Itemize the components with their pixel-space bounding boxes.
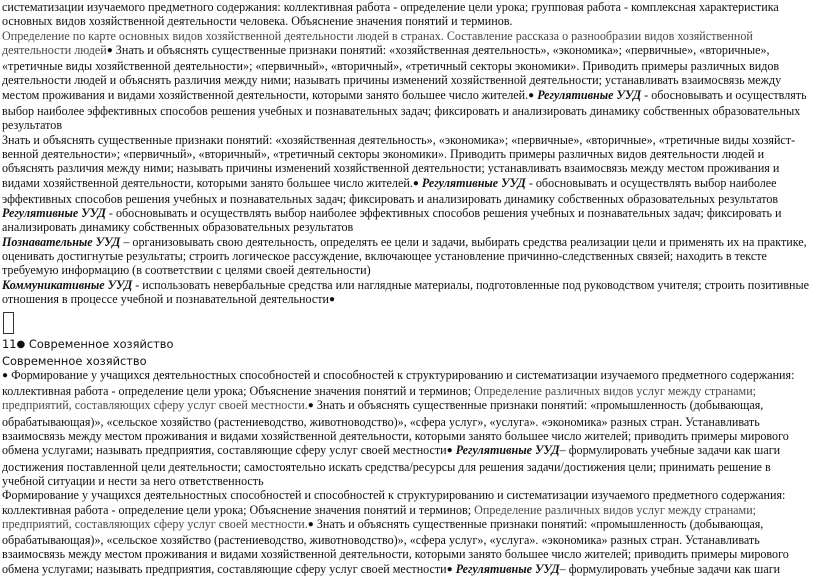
bullet-icon: ● [106, 44, 113, 56]
paragraph-formation-1: ● Формирование у учащихся деятельностных способностей и способностей к структурированию и систематизации изучаемого предметного содержания: коллективная работа - определение цели урока; Объяснение значения понятий и терминов; Определение различных видов услуг между странами; предприятий, составляющих сферу услуг своей местности.● Знать и объяснять существенные признаки понятий: «промышленность (добывающая, обрабатывающая)», «сельское хозяйство (растениеводство, животноводство)», «сфера услуг», «услуга». «экономика» разных стран. Устанавливать взаимосвязь между местом проживания и видами хозяйственной деятельности, которыми занято большее число жителей; приводить примеры мирового обмена услугами; называть предприятия, составляющие сферу услуг своей местности● Регулятивные УУД– формулировать учебные задачи как шаги достижения поставленной цели деятельности; самостоятельно искать средства/ресурсы для решения задачи/достижения цели; принимать решение в учебной ситуации и нести за него ответственность [2, 367, 795, 488]
label-regulative: Регулятивные УУД [537, 87, 642, 102]
label-regulative: Регулятивные УУД [452, 561, 560, 576]
bullet-icon: ● [446, 563, 453, 575]
paragraph-cognitive: Познавательные УУД – организовывать свою деятельность, определять ее цели и задачи, выбирать средства реализации цели и применять их на практике, оценивать достигнутые результаты; строить логическое рассуждение, включающее установление причинно-следственных связей; находить в тексте требуемую информацию (в соответствии с целями своей деятельности) [2, 234, 807, 278]
empty-cell-box [3, 312, 14, 334]
bullet-icon: ● [2, 369, 9, 381]
lesson-heading [2, 337, 814, 353]
lesson-number: 11 [2, 337, 17, 352]
label-regulative: Регулятивные УУД [421, 175, 526, 190]
paragraph-concepts: Знать и объяснять существенные признаки понятий: «хозяйственная деятельность», «экономика»; «первичные», «вторичные», «третичные виды хозяйственной деятельности»; «первичный», «вторичный», «третичный секторы экономики». Приводить примеры различных видов деятельности людей и объяснять различия между ними; называть причины изменений хозяйственной деятельности; устанавливать взаимосвязь между местом проживания и видами хозяйственной деятельности, которыми занято большее число жителей.● Регулятивные УУД - обосновывать и осуществлять выбор наиболее эффективных способов решения учебных и познавательных задач; фиксировать и анализировать динамику собственных образовательных результатов [2, 132, 796, 206]
bullet-icon: ● [16, 339, 26, 351]
paragraph-definition: Определение по карте основных видов хозяйственной деятельности людей в странах. Составление рассказа о разнообразии видов хозяйственной деятельности людей● Знать и объяснять существенные признаки понятий: «хозяйственная деятельность», «экономика»; «первичные», «вторичные», «третичные виды хозяйственной деятельности»; «первичный», «вторичный», «третичный секторы экономики». Приводить примеры различных видов деятельности людей и объяснять различия между ними; называть причины изменений хозяйственной деятельности; устанавливать взаимосвязь между местом проживания и видами хозяйственной деятельности, которыми занято большее число жителей.● Регулятивные УУД - обосновывать и осуществлять выбор наиболее эффективных способов решения учебных и познавательных задач; фиксировать и анализировать динамику собственных образовательных результатов [2, 28, 807, 133]
paragraph-communicative: Коммуникативные УУД - использовать невербальные средства или наглядные материалы, подготовленные под руководством учителя; строить позитивные отношения в процессе учебной и познавательной деятельности● [2, 277, 810, 306]
paragraph-formation-2: Формирование у учащихся деятельностных способностей и способностей к структурированию и систематизации изучаемого предметного содержания: коллективная работа - определение цели урока; Объяснение значения понятий и терминов; Определение различных видов услуг между странами; предприятий, составляющих сферу услуг своей местности.● Знать и объяснять существенные признаки понятий: «промышленность (добывающая, обрабатывающая)», «сельское хозяйство (растениеводство, животноводство)», «сфера услуг», «услуга». «экономика» разных стран. Устанавливать взаимосвязь между местом проживания и видами хозяйственной деятельности, которыми занято большее число жителей; приводить примеры мирового обмена услугами; называть предприятия, составляющие сферу услуг своей местности● Регулятивные УУД– формулировать учебные задачи как шаги [2, 488, 789, 576]
bullet-icon: ● [307, 518, 314, 530]
bullet-icon: ● [446, 445, 453, 457]
paragraph-regulative: Регулятивные УУД - обосновывать и осуществлять выбор наиболее эффективных способов решения учебных и познавательных задач; фиксировать и анализировать динамику собственных образовательных результатов [2, 206, 782, 235]
lesson-title: Современное хозяйство [28, 337, 174, 352]
label-communicative: Коммуникативные УУД [2, 277, 133, 292]
label-regulative: Регулятивные УУД [452, 443, 560, 458]
bullet-icon: ● [307, 400, 314, 412]
bullet-icon: ● [328, 293, 336, 305]
label-regulative: Регулятивные УУД [2, 206, 106, 221]
bullet-icon: ● [528, 89, 535, 101]
bullet-icon: ● [412, 177, 419, 189]
lesson-subtitle: Современное хозяйство [2, 353, 147, 368]
paragraph-intro: систематизации изучаемого предметного содержания: коллективная работа - определение цели урока; групповая работа - комплексная характеристика основных видов хозяйственной деятельности человека. Объяснение значения понятий и терминов. [2, 0, 779, 29]
label-cognitive: Познавательные УУД [2, 234, 121, 249]
